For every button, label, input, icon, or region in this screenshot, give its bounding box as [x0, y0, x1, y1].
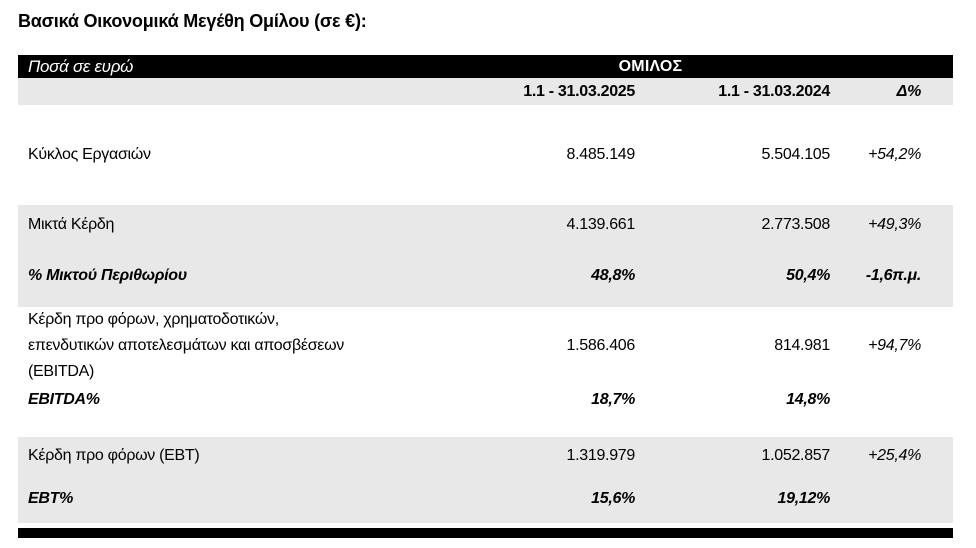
row-label-line-1: Κέρδη προ φόρων, χρηματοδοτικών,	[28, 311, 279, 328]
value-2024: 14,8%	[786, 391, 830, 408]
column-header-row	[18, 78, 953, 105]
financial-table	[18, 55, 953, 538]
value-delta	[830, 475, 953, 523]
value-delta: +54,2%	[868, 146, 921, 163]
column-header-empty	[18, 78, 455, 105]
spacer-row	[18, 415, 953, 437]
value-2025: 8.485.149	[566, 146, 635, 163]
row-label: Κέρδη προ φόρων (EBT)	[28, 447, 200, 464]
row-label: EBITDA%	[28, 391, 100, 408]
row-label: Κύκλος Εργασιών	[28, 146, 151, 163]
table-bottom-bar	[18, 528, 953, 538]
row-label: Μικτά Κέρδη	[28, 216, 115, 233]
column-header-2025: 1.1 - 31.03.2025	[523, 82, 635, 100]
table-row-mikta-kerdi	[18, 205, 953, 245]
value-2025: 48,8%	[591, 267, 635, 284]
row-label	[18, 307, 455, 385]
table-row-kyklos-ergasion	[18, 105, 953, 205]
column-header-2024: 1.1 - 31.03.2024	[718, 82, 830, 100]
column-header-delta: Δ%	[896, 82, 921, 100]
table-row-ebt-pct	[18, 475, 953, 523]
header-bar-filler	[830, 55, 953, 78]
row-label-line-3: (EBITDA)	[28, 363, 95, 380]
value-2025: 1.586.406	[566, 337, 635, 354]
value-delta: +94,7%	[868, 337, 921, 354]
value-2024: 814.981	[774, 337, 830, 354]
units-label: Ποσά σε ευρώ	[28, 56, 134, 76]
value-2025: 15,6%	[591, 490, 635, 507]
group-header: ΟΜΙΛΟΣ	[618, 57, 683, 75]
value-2024: 1.052.857	[761, 447, 830, 464]
value-2025: 1.319.979	[566, 447, 635, 464]
page-title: Βασικά Οικονομικά Μεγέθη Ομίλου (σε €):	[18, 11, 367, 31]
table-row-ebitda	[18, 307, 953, 385]
table-row-miktou-perithoriou	[18, 245, 953, 307]
table-row-ebt	[18, 437, 953, 475]
row-label: % Μικτού Περιθωρίου	[28, 267, 187, 284]
table-row-ebitda-pct	[18, 385, 953, 415]
value-delta	[830, 385, 953, 415]
value-delta: +25,4%	[868, 447, 921, 464]
row-label-line-2: επενδυτικών αποτελεσμάτων και αποσβέσεων	[28, 337, 345, 354]
value-delta: -1,6π.μ.	[865, 267, 921, 284]
value-2024: 19,12%	[777, 490, 830, 507]
table-header-bar	[18, 55, 953, 78]
value-2024: 2.773.508	[761, 216, 830, 233]
value-2025: 18,7%	[591, 391, 635, 408]
value-delta: +49,3%	[868, 216, 921, 233]
row-label: EBT%	[28, 490, 74, 507]
value-2024: 50,4%	[786, 267, 830, 284]
value-2024: 5.504.105	[761, 146, 830, 163]
value-2025: 4.139.661	[566, 216, 635, 233]
